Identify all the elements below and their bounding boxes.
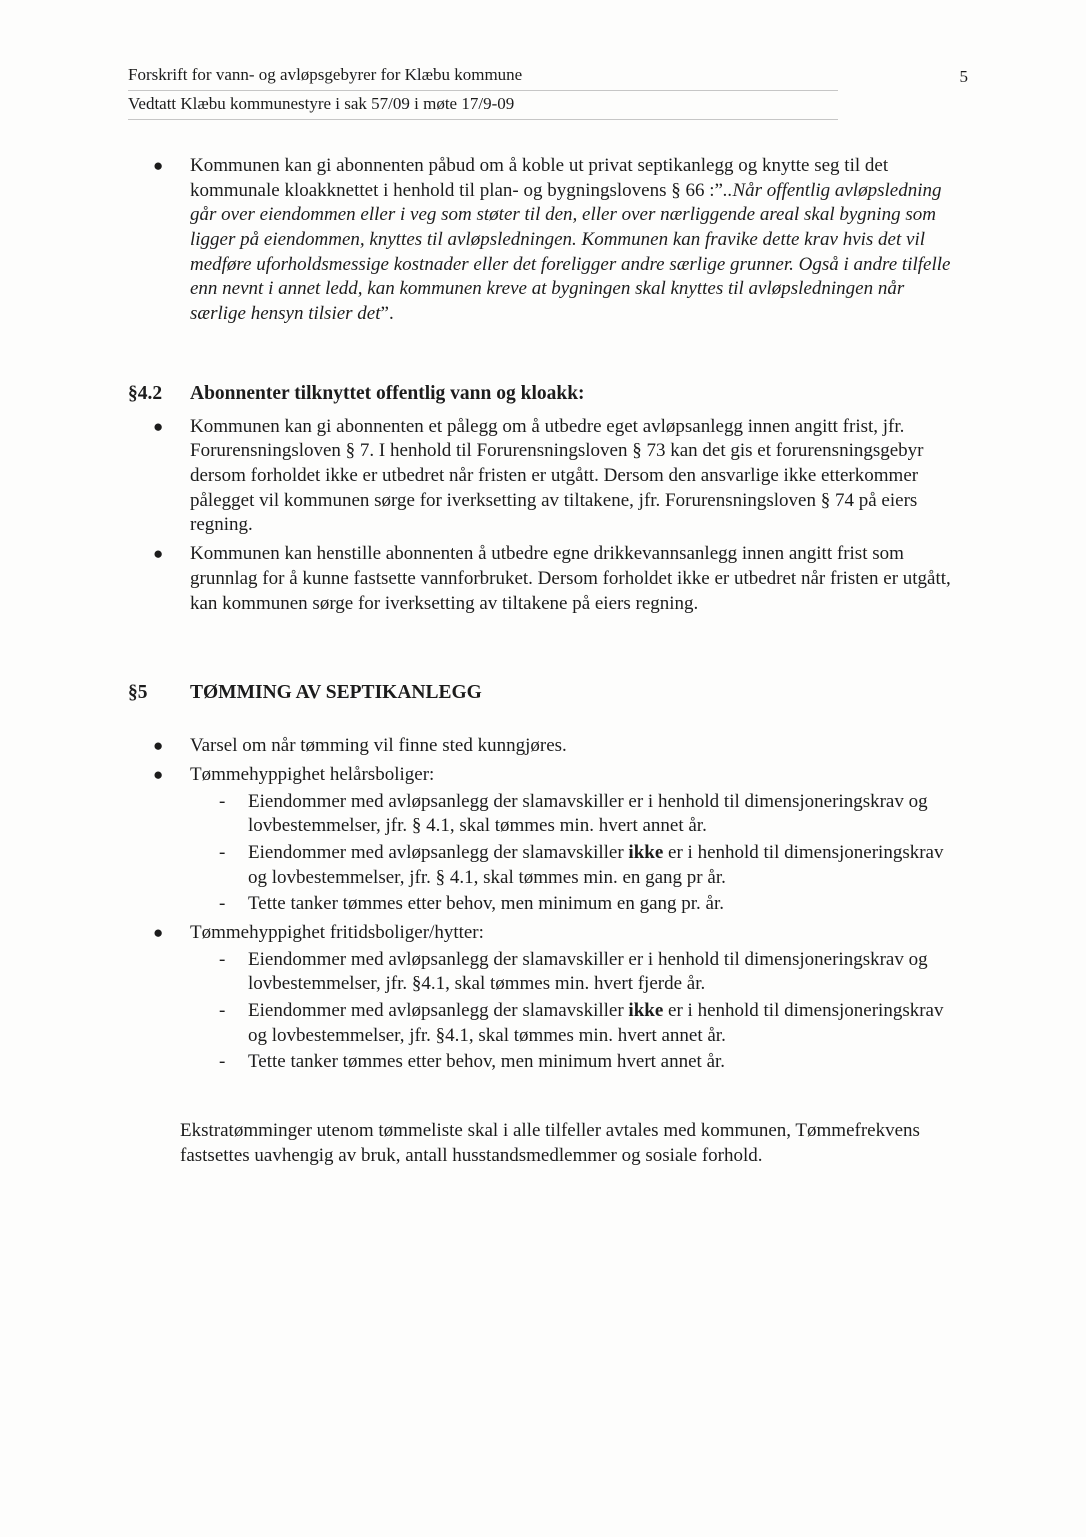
bullet-marker-icon: ● (153, 764, 164, 784)
bullet-text: Kommunen kan gi abonnenten et pålegg om å utbedre eget avløpsanlegg innen angitt frist, jfr. Forurensningsloven § 7. I henhold til Forurensningsloven § 73 kan det gis et forurensningsgebyr dersom forholdet ikke er utbedret når fristen er utgått. Dersom den ansvarlige ikke etterkommer pålegget vil kommunen sørge for iverksetting av tiltakene, jfr. Forurensningsloven § 74 på eiers regning. (190, 415, 924, 536)
bullet-marker-icon: ● (153, 416, 164, 436)
bullet-item (153, 763, 956, 917)
page-number: 5 (959, 67, 968, 86)
sub-list-item (219, 892, 956, 917)
bullet-item (153, 734, 956, 759)
document-subtitle: Vedtatt Klæbu kommunestyre i sak 57/09 i møte 17/9-09 (128, 93, 838, 120)
bullet-text: Tømmehyppighet fritidsboliger/hytter: (190, 922, 484, 943)
bullet-marker-icon: ● (153, 736, 164, 756)
dash-marker-icon: - (219, 948, 226, 970)
closing-paragraph: Ekstratømminger utenom tømmeliste skal i alle tilfeller avtales med kommunen, Tømmefrekvens fastsettes uavhengig av bruk, antall husstandsmedlemmer og sosiale forhold. (180, 1120, 920, 1166)
bullet-text: Varsel om når tømming vil finne sted kunngjøres. (190, 735, 567, 757)
sub-list-item (219, 790, 956, 839)
dash-marker-icon: - (219, 1000, 226, 1022)
bullet-item (153, 415, 956, 538)
sub-item-text: Eiendommer med avløpsanlegg der slamavskiller er i henhold til dimensjoneringskrav og lovbestemmelser, jfr. § 4.1, skal tømmes min. hvert annet år. (248, 790, 928, 837)
bullet-item (153, 542, 956, 616)
intro-bullet-list (153, 154, 956, 327)
bullet-marker-icon: ● (153, 155, 164, 175)
sub-item-text: Tette tanker tømmes etter behov, men minimum hvert annet år. (248, 1051, 726, 1073)
dash-marker-icon: - (219, 893, 226, 915)
section-5-bullet-list (153, 734, 956, 1075)
bullet-text: Tømmehyppighet helårsboliger: (190, 763, 435, 785)
sub-item-list (219, 790, 956, 917)
section-4-2-bullet-list (153, 415, 956, 617)
section-title: TØMMING AV SEPTIKANLEGG (190, 682, 482, 704)
dash-marker-icon: - (219, 1051, 226, 1073)
bullet-text: Kommunen kan henstille abonnenten å utbedre egne drikkevannsanlegg innen angitt frist som grunnlag for å kunne fastsette vannforbruket. Dersom forholdet ikke er utbedret når fristen er utgått, kan kommunen sørge for iverksetting av tiltakene på eiers regning. (190, 543, 951, 614)
bullet-item (153, 154, 956, 327)
sub-list-item (219, 1050, 956, 1075)
sub-list-item (219, 948, 956, 997)
bullet-marker-icon: ● (153, 923, 164, 942)
sub-item-text: Eiendommer med avløpsanlegg der slamavskiller ikke er i henhold til dimensjoneringskrav og lovbestemmelser, jfr. §4.1, skal tømmes min. hvert annet år. (248, 1000, 944, 1046)
dash-marker-icon: - (219, 841, 226, 863)
bullet-marker-icon: ● (153, 544, 164, 564)
dash-marker-icon: - (219, 790, 226, 812)
sub-item-text: Tette tanker tømmes etter behov, men minimum en gang pr. år. (248, 893, 725, 915)
section-title: Abonnenter tilknyttet offentlig vann og kloakk: (190, 382, 585, 404)
bullet-text: Kommunen kan gi abonnenten påbud om å koble ut privat septikanlegg og knytte seg til det kommunale kloakknettet i henhold til plan- og bygningslovens § 66 :”..Når offentlig avløpsledning går over eiendommen eller i veg som støter til den, eller over nærliggende areal skal bygning som ligger på eiendommen, knyttes til avløpsledningen. Kommunen kan fravike dette krav hvis det vil medføre uforholdsmessige kostnader eller det foreligger andre særlige grunner. Også i andre tilfelle enn nevnt i annet ledd, kan kommunen kreve at bygningen skal knyttes til avløpsledningen når særlige hensyn tilsier det”. (190, 154, 951, 324)
sub-list-item (219, 999, 956, 1048)
section-5-heading (128, 682, 956, 704)
sub-item-list (219, 948, 956, 1075)
document-title: Forskrift for vann- og avløpsgebyrer for Klæbu kommune (128, 64, 838, 91)
bullet-item (153, 921, 956, 1075)
sub-list-item (219, 841, 956, 890)
section-number: §4.2 (128, 382, 163, 404)
header-text-block (128, 64, 838, 120)
section-4-2-heading (128, 383, 956, 405)
sub-item-text: Eiendommer med avløpsanlegg der slamavskiller er i henhold til dimensjoneringskrav og lovbestemmelser, jfr. §4.1, skal tømmes min. hvert fjerde år. (248, 948, 928, 995)
sub-item-text: Eiendommer med avløpsanlegg der slamavskiller ikke er i henhold til dimensjoneringskrav og lovbestemmelser, jfr. § 4.1, skal tømmes min. en gang pr år. (248, 841, 944, 888)
section-number: §5 (128, 682, 148, 704)
page-header (128, 0, 968, 120)
